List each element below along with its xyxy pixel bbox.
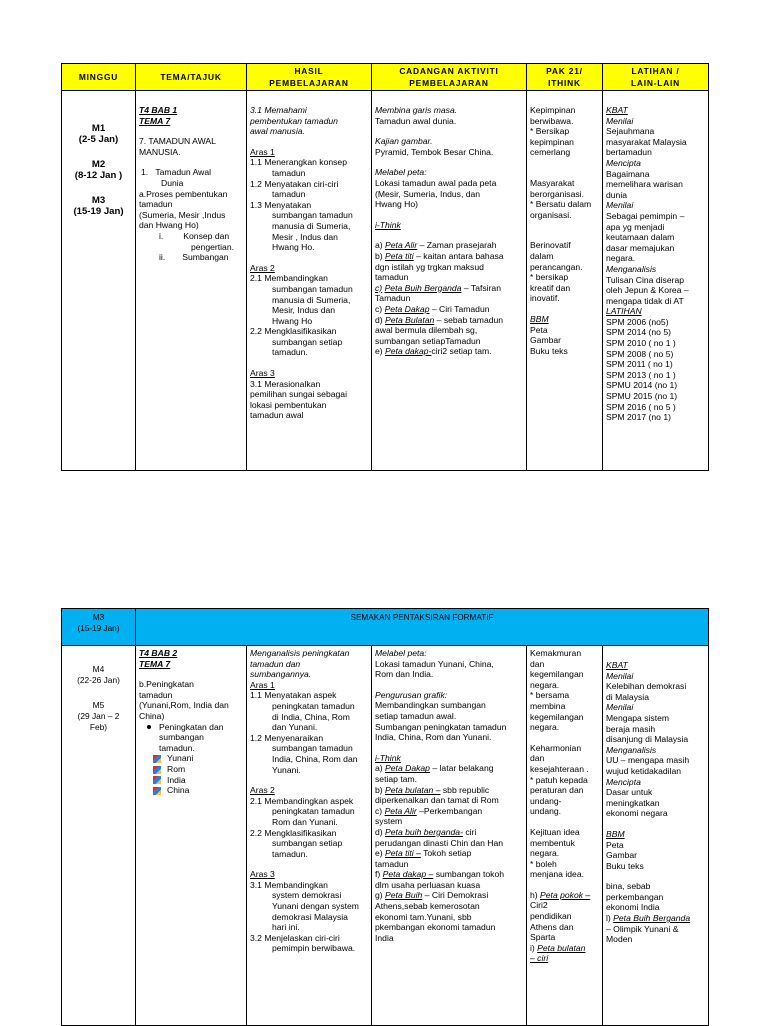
cadangan-cell: Melabel peta: Lokasi tamadun Yunani, China, Rom dan India. Pengurusan grafik: Membandingkan sumbangan setiap tamadun awal. Sumbangan peningkatan tamadun India, China, Rom dan Yunani. i-Think a) Peta Dakap – latar belakang setiap tam. b) Peta bulatan – sbb republic diperkenalkan dan tamat di Rom c) Peta Alir –Perkembangan system d) Peta buih berganda- ciri perudangan dinasti Chin dan Han e) Peta titi – Tokoh setiap tamadun f) Peta dakap – sumbangan tokoh dlm usaha perluasan kuasa g) Peta Buih – Ciri Demokrasi Athens,sebab kemerosotan ekonomi tam.Yunani, sbb pkembangan ekonomi tamadun India [372,646,527,1026]
lesson-plan-table-1 [61,63,709,471]
banner-title: SEMAKAN PENTAKSIRAN FORMATIF [136,609,709,646]
tema-cell: T4 BAB 1 TEMA 7 7. TAMADUN AWAL MANUSIA. 1. Tamadun Awal Dunia a.Proses pembentukan tamadun (Sumeria, Mesir ,Indus dan Hwang Ho) i. Konsep dan pengertian. ii. Sumbangan [136,91,247,471]
hasil-cell: 3.1 Memahami pembentukan tamadun awal manusia. Aras 1 1.1 Menerangkan konsep tamadun 1.2 Menyatakan ciri-ciri tamadun 1.3 Menyatakan sumbangan tamadun manusia di Sumeria, Mesir , Indus dan Hwang Ho. Aras 2 2.1 Membandingkan sumbangan tamadun manusia di Sumeria, Mesir, Indus dan Hwang Ho 2.2 Mengklasifikasikan sumbangan setiap tamadun. Aras 3 3.1 Merasionalkan pemilihan sungai sebagai lokasi pembentukan tamadun awal [247,91,372,471]
header-hasil: HASIL PEMBELAJARAN [247,64,372,91]
flag-bullet-icon [153,776,161,784]
table-row [62,646,709,1026]
flag-bullet-icon [153,766,161,774]
formative-banner-row [62,609,709,646]
banner-week-cell: M3 (15-19 Jan) [62,609,136,646]
header-minggu: MINGGU [62,64,136,91]
table-header-row [62,64,709,91]
flag-bullet-icon [153,755,161,763]
flag-bullet-icon [153,787,161,795]
tema-cell: T4 BAB 2 TEMA 7 b.Peningkatan tamadun (Yunani,Rom, India dan China) Peningkatan dan sumbangan tamadun. Yunani Rom India China [136,646,247,1026]
header-cadangan: CADANGAN AKTIVITI PEMBELAJARAN [372,64,527,91]
header-tema: TEMA/TAJUK [136,64,247,91]
bullet-icon [147,725,151,729]
header-pak: PAK 21/ ITHINK [527,64,603,91]
latihan-cell: KBAT Menilai Sejauhmana masyarakat Malaysia bertamadun Mencipta Bagaimana memelihara warisan dunia Menilai Sebagai pemimpin – apa yg menjadi keutamaan dalam dasar memajukan negara. Menganalisis Tulisan Cina diserap oleh Jepun & Korea – mengapa tidak di AT LATIHAN SPM 2006 (no5) SPM 2014 (no 5) SPM 2010 ( no 1 ) SPM 2008 ( no 5) SPM 2011 ( no 1) SPM 2013 ( no 1 ) SPMU 2014 (no 1) SPMU 2015 (no 1) SPM 2016 ( no 5 ) SPM 2017 (no 1) [603,91,709,471]
pak-cell: Kemakmuran dan kegemilangan negara. * bersama membina kegemilangan negara. Keharmonian dan kesejahteraan . * patuh kepada peraturan dan undang- undang. Kejituan idea membentuk negara. * boleh menjana idea. h) Peta pokok – Ciri2 pendidikan Athens dan Sparta i) Peta bulatan – ciri [527,646,603,1026]
header-latihan: LATIHAN / LAIN-LAIN [603,64,709,91]
latihan-cell: KBAT Menilai Kelebihan demokrasi di Malaysia Menilai Mengapa sistem beraja masih disanjung di Malaysia Menganalisis UU – mengapa masih wujud ketidakadilan Mencipta Dasar untuk meningkatkan ekonomi negara BBM Peta Gambar Buku teks bina, sebab perkembangan ekonomi India l) Peta Buih Berganda – Olimpik Yunani & Moden [603,646,709,1026]
table-row [62,91,709,471]
lesson-plan-table-2 [61,608,709,1026]
cadangan-cell: Membina garis masa. Tamadun awal dunia. Kajian gambar. Pyramid, Tembok Besar China. Melabel peta: Lokasi tamadun awal pada peta (Mesir, Sumeria, Indus, dan Hwang Ho) i-Think a) Peta Alir – Zaman prasejarah b) Peta titi – kaitan antara bahasa dgn istilah yg trgkan maksud tamadun c) Peta Buih Berganda – Tafsiran Tamadun c) Peta Dakap – Ciri Tamadun d) Peta Bulatan – sebab tamadun awal bermula dilembah sg, sumbangan setiapTamadun e) Peta dakap-ciri2 setiap tam. [372,91,527,471]
week-cell: M1 (2-5 Jan) M2 (8-12 Jan ) M3 (15-19 Jan) [62,91,136,471]
hasil-cell: Menganalisis peningkatan tamadun dan sumbangannya. Aras 1 1.1 Menyatakan aspek peningkatan tamadun di India, China, Rom dan Yunani. 1.2 Menyenaraikan sumbangan tamadun India, China, Rom dan Yunani. Aras 2 2.1 Membandingkan aspek peningkatan tamadun Rom dan Yunani. 2.2 Mengklasifikasikan sumbangan setiap tamadun. Aras 3 3.1 Membandingkan system demokrasi Yunani dengan system demokrasi Malaysia hari ini. 3.2 Menjelaskan ciri-ciri pemimpin berwibawa. [247,646,372,1026]
pak-cell: Kepimpinan berwibawa. * Bersikap kepimpinan cemerlang Masyarakat berorganisasi. * Bersatu dalam organisasi. Berinovatif dalam perancangan. * bersikap kreatif dan inovatif. BBM Peta Gambar Buku teks [527,91,603,471]
week-cell: M4 (22-26 Jan) M5 (29 Jan – 2 Feb) [62,646,136,1026]
